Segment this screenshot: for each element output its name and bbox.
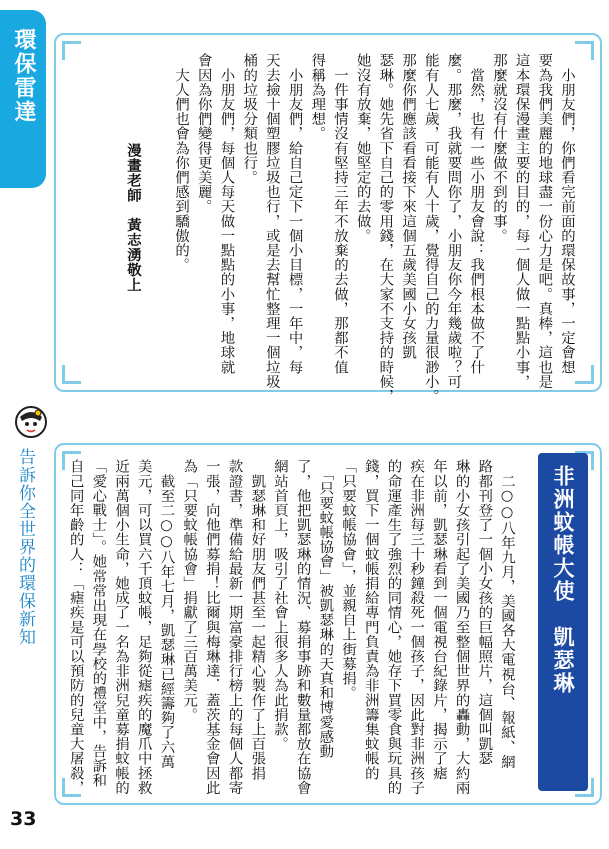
panel-corner xyxy=(62,365,81,384)
text-line: 款證書，準備給最新一期富豪排行榜上的每個人都寄 xyxy=(226,459,243,795)
text-line: 路都刊登了一個小女孩的巨幅照片，這個叫凱瑟 xyxy=(476,459,493,766)
text-line: 為「只要蚊帳協會」捐獻了三百萬美元。 xyxy=(181,459,198,722)
text-line: 琳的小女孩引起了美國乃至整個世界的轟動，大約兩 xyxy=(453,459,470,795)
text-line: 截至二○○八年七月，凱瑟琳已經籌夠了六萬 xyxy=(158,459,175,769)
text-line: 的命運產生了強烈的同情心，她存下買零食與玩具的 xyxy=(385,459,402,795)
teacher-letter-body xyxy=(169,53,578,404)
author-signature: 漫畫老師 黃志湧敬上 xyxy=(125,143,141,292)
text-line: 她沒有放棄，她堅定的去做。 xyxy=(354,53,371,243)
text-line: 桶的垃圾分類也行。 xyxy=(241,53,258,185)
text-line: 近兩萬個小生命，她成了一名為非洲兒童募捐蚊帳的 xyxy=(113,459,130,795)
text-line: 天去撿十個塑膠垃圾也行，或是去幫忙整理一個垃圾 xyxy=(263,53,280,389)
panel-corner xyxy=(62,41,81,60)
text-line: 會因為你們變得更美麗。 xyxy=(195,53,212,214)
news-article-panel xyxy=(54,443,602,805)
text-line: 年以前，凱瑟琳看到一個電視台紀錄片，揭示了瘧 xyxy=(430,459,447,781)
page-number: 33 xyxy=(10,808,37,830)
section-tab xyxy=(0,10,46,188)
text-line: 疾在非洲每三十秒鐘殺死一個孩子，因此對非洲孩子 xyxy=(408,459,425,795)
text-line: 「只要蚊帳協會」，並親自上街募捐。 xyxy=(340,459,357,700)
text-line: 得稱為理想。 xyxy=(309,53,326,141)
text-line: 那麼就沒有什麼做不到的事。 xyxy=(490,53,507,243)
teacher-letter-panel xyxy=(54,33,602,404)
text-line: 大人們也會為你們感到驕傲的。 xyxy=(173,53,190,272)
article-heading-box xyxy=(538,453,588,791)
text-line: 小朋友們，你們看完前面的環保故事，一定會想 xyxy=(559,53,575,375)
news-article-body xyxy=(64,459,518,795)
text-line: 當然，也有一些小朋友會說：我們根本做不了什 xyxy=(468,53,485,375)
text-line: 「只要蚊帳協會」被凱瑟琳的天真和博愛感動 xyxy=(317,459,334,759)
text-line: 錢，買下一個蚊帳捐給專門負責為非洲籌集蚊帳的 xyxy=(362,459,379,781)
text-line: 瑟琳。她先省下自己的零用錢，在大家不支持的時候， xyxy=(377,53,394,404)
text-line: 凱瑟琳和好朋友們甚至一起精心製作了上百張捐 xyxy=(249,459,266,781)
text-line: 小朋友們，給自己定下一個小目標，一年中，每 xyxy=(286,53,303,375)
text-line: 一件事情沒有堅持三年不放棄的去做，那都不值 xyxy=(331,53,348,375)
mascot-icon xyxy=(14,405,48,439)
text-line: 了，他把凱瑟琳的情況、募捐事跡和數量都放在協會 xyxy=(294,459,311,795)
text-line: 麼。那麼，我就要問你了，小朋友你今年幾歲啦？可 xyxy=(445,53,462,389)
text-line: 美元，可以買六千頂蚊帳，足夠從瘧疾的魔爪中拯救 xyxy=(135,459,152,795)
text-line: 「愛心戰士」。她常常出現在學校的禮堂中，告訴和 xyxy=(90,459,107,788)
text-line: 小朋友們，每個人每天做一點點的小事，地球就 xyxy=(218,53,235,375)
text-line: 能有人七歲，可能有人十歲，覺得自己的力量很渺小。 xyxy=(422,53,439,404)
text-line: 要為我們美麗的地球盡一份心力是吧。真棒，這也是 xyxy=(536,53,553,389)
section-tab-label: 環保雷達 xyxy=(11,28,36,124)
text-line: 這本環保漫畫主要的目的，每一個人做一點點小事， xyxy=(513,53,530,389)
text-line: 自己同年齡的人：「瘧疾是可以預防的兒童大屠殺， xyxy=(67,459,84,795)
text-line: 一張，向他們募捐！比爾與梅琳達．蓋茨基金會因此 xyxy=(203,459,220,795)
text-line: 二○○八年九月，美國各大電視台、報紙、網 xyxy=(499,459,515,769)
text-line: 那麼你們應該看看接下來這個五歲美國小女孩凱 xyxy=(400,53,417,360)
text-line: 網站首頁上，吸引了社會上很多人為此捐款。 xyxy=(271,459,288,751)
section-caption: 告訴你全世界的環保新知 xyxy=(15,448,35,646)
article-heading: 非洲蚊帳大使 凱瑟琳 xyxy=(551,465,575,695)
